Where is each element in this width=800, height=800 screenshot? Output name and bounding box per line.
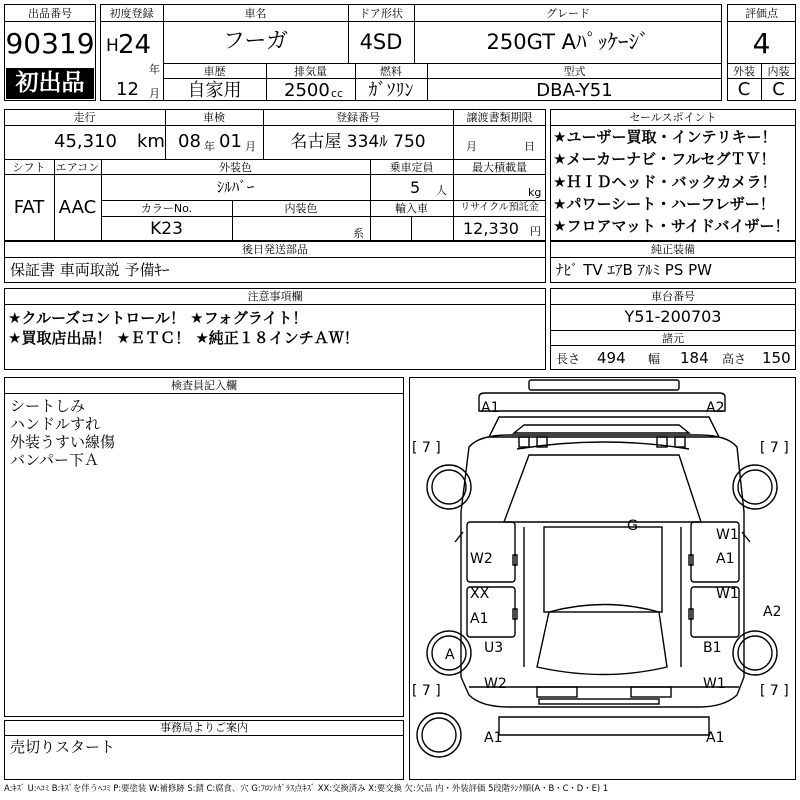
- mileage-unit: km: [137, 131, 165, 152]
- transfer-day: 日: [524, 140, 535, 153]
- ext-label: 外装: [733, 65, 755, 78]
- notes-line: ★買取店出品！ ★ＥＴＣ！ ★純正１８インチＡＷ！: [8, 329, 359, 347]
- grade: 250GT Aﾊﾟｯｹｰｼﾞ: [486, 30, 650, 54]
- mark-bracket-br: [ 7 ]: [760, 683, 789, 699]
- chassis-number: Y51-200703: [624, 307, 722, 326]
- history-label: 車歴: [203, 65, 226, 78]
- divider: [4, 21, 96, 22]
- reg-year-unit: 年: [149, 63, 160, 76]
- divider: [550, 304, 796, 305]
- inspector-note: シートしみ: [10, 397, 86, 415]
- notes-line: ★クルーズコントロール！ ★フォグライト！: [8, 309, 308, 327]
- int-label: 内装: [767, 65, 790, 78]
- car-name-label: 車名: [244, 7, 267, 20]
- divider: [411, 216, 412, 241]
- model-label: 型式: [563, 65, 586, 78]
- capacity: 5: [410, 178, 421, 197]
- sales-points-label: セールスポイント: [629, 111, 717, 124]
- door-label: ドア形状: [359, 7, 403, 20]
- chassis-label: 車台番号: [651, 290, 695, 303]
- mileage-label: 走行: [73, 111, 96, 124]
- grade-label: グレード: [546, 7, 590, 20]
- ac: AAC: [58, 197, 97, 218]
- insp-month-unit: 月: [245, 140, 256, 153]
- mark-roof: G: [627, 518, 638, 534]
- mark-rear-left: A1: [484, 730, 503, 746]
- width: 184: [680, 349, 709, 367]
- int-color-unit: 系: [353, 227, 364, 240]
- ext-color: ｼﾙﾊﾞｰ: [216, 178, 255, 196]
- height: 150: [762, 349, 791, 367]
- inspection-label: 車検: [203, 111, 225, 124]
- length-label: 長さ: [556, 352, 581, 366]
- divider: [4, 174, 546, 175]
- mark-front-left: A1: [481, 400, 500, 416]
- mark-rear-right: A1: [706, 730, 725, 746]
- int-score: C: [772, 79, 785, 100]
- divider: [163, 78, 722, 79]
- divider: [550, 345, 796, 346]
- divider: [100, 21, 722, 22]
- transfer-label: 譲渡書類期限: [466, 111, 533, 124]
- divider: [550, 257, 796, 258]
- insp-year: 08: [178, 131, 201, 152]
- divider: [163, 63, 722, 64]
- inspector-note: 外装うすい線傷: [10, 433, 116, 451]
- sales-point-item: ★フロアマット・サイドバイザー！: [553, 217, 790, 235]
- divider: [4, 257, 546, 258]
- maxload-label: 最大積載量: [472, 161, 527, 174]
- mark-left-a1: A1: [470, 611, 489, 627]
- mark-left-w2b: W2: [484, 676, 507, 692]
- score-label: 評価点: [745, 7, 778, 20]
- inspector-label: 検査員記入欄: [171, 379, 237, 392]
- car-name: フーガ: [223, 29, 288, 54]
- int-color-label: 内装色: [284, 202, 318, 215]
- mark-right-b1: B1: [703, 640, 722, 656]
- color-no-label: カラーNo.: [140, 202, 193, 215]
- sales-point-item: ★ユーザー買取・インテリキー！: [553, 128, 777, 146]
- plate: 名古屋 334ﾙ 750: [290, 132, 426, 152]
- mileage: 45,310: [54, 131, 117, 152]
- width-label: 幅: [648, 352, 661, 366]
- history: 自家用: [187, 80, 242, 101]
- lot-label: 出品番号: [28, 7, 72, 20]
- mark-right-a2: A2: [763, 604, 782, 620]
- import-label: 輸入車: [395, 202, 428, 215]
- divider: [727, 21, 796, 22]
- recycle: 12,330: [463, 219, 519, 238]
- follow-parts-label: 後日発送部品: [242, 243, 308, 256]
- insp-year-unit: 年: [204, 140, 215, 153]
- mark-right-w1c: W1: [703, 676, 726, 692]
- door-type: 4SD: [359, 30, 403, 54]
- length: 494: [597, 349, 626, 367]
- first-listing-text: 初出品: [15, 70, 85, 96]
- mark-right-w1b: W1: [716, 586, 739, 602]
- height-label: 高さ: [722, 352, 747, 366]
- transfer-month: 月: [466, 140, 477, 153]
- plate-label: 登録番号: [336, 111, 380, 124]
- sales-point-item: ★メーカーナビ・フルセグＴＶ！: [553, 150, 776, 168]
- office-label: 事務局よりご案内: [160, 721, 248, 734]
- mark-bracket-tr: [ 7 ]: [760, 440, 789, 456]
- lot-number: 90319: [5, 27, 95, 60]
- recycle-label: リサイクル預託金: [460, 202, 539, 213]
- shift-label: シフト: [12, 161, 46, 174]
- sales-point-item: ★パワーシート・ハーフレザー！: [553, 195, 775, 213]
- score-value: 4: [752, 27, 771, 60]
- mark-left-w2: W2: [470, 551, 493, 567]
- ac-label: エアコン: [55, 161, 100, 174]
- reg-month-unit: 月: [149, 87, 160, 100]
- reg-year: 24: [118, 30, 152, 60]
- divider: [4, 125, 546, 126]
- divider: [4, 735, 404, 736]
- displacement-unit: cc: [331, 87, 344, 100]
- maxload-unit: kg: [528, 186, 542, 199]
- divider: [4, 304, 546, 305]
- divider: [550, 125, 796, 126]
- divider: [101, 200, 546, 201]
- sales-point-item: ★ＨＩＤヘッド・バックカメラ！: [553, 173, 777, 191]
- mark-left-u3: U3: [484, 640, 504, 656]
- reg-label: 初度登録: [109, 7, 154, 20]
- model: DBA-Y51: [536, 80, 613, 101]
- mark-right-a1: A1: [716, 551, 735, 567]
- color-no: K23: [150, 219, 183, 239]
- mark-bracket-tl: [ 7 ]: [412, 440, 441, 456]
- ext-color-label: 外装色: [219, 161, 252, 174]
- legend: A:ｷｽﾞ U:ﾍｺﾐ B:ｷｽﾞを伴うﾍｺﾐ P:要塗装 W:補修跡 S:錆 C:腐食、穴 G:ﾌﾛﾝﾄｶﾞﾗｽ点ｷｽﾞ XX:交換済み X:要交換 欠:欠品 内・外装評価 5段階ﾗﾝｸ順(A・B・C・D・E) 1: [4, 783, 609, 793]
- ext-score: C: [737, 79, 751, 100]
- mark-left-xx: XX: [470, 586, 490, 602]
- capacity-unit: 人: [436, 184, 447, 197]
- mark-left-a: A: [445, 647, 455, 663]
- recycle-unit: 円: [530, 225, 541, 238]
- divider: [4, 159, 546, 160]
- fuel: ｶﾞｿﾘﾝ: [368, 80, 414, 101]
- genuine-label: 純正装備: [651, 243, 695, 256]
- mark-right-w1: W1: [716, 527, 739, 543]
- inspector-note: バンパー下Ａ: [10, 451, 99, 469]
- insp-month: 01: [219, 131, 242, 152]
- capacity-label: 乗車定員: [389, 161, 434, 174]
- divider: [550, 330, 796, 331]
- office-text: 売切りスタート: [10, 738, 116, 756]
- mark-front-right: A2: [706, 400, 725, 416]
- dims-label: 諸元: [662, 332, 684, 345]
- displacement: 2500: [284, 80, 330, 101]
- reg-month: 12: [116, 79, 139, 100]
- displacement-label: 排気量: [294, 65, 327, 78]
- mark-bracket-bl: [ 7 ]: [412, 683, 441, 699]
- divider: [101, 216, 546, 217]
- notes-label: 注意事項欄: [247, 290, 303, 303]
- genuine-equipment: ﾅﾋﾞ TV ｴｱB ｱﾙﾐ PS PW: [556, 261, 712, 279]
- follow-parts: 保証書 車両取説 予備ｷｰ: [10, 261, 170, 279]
- fuel-label: 燃料: [380, 65, 402, 78]
- car-diagram: [409, 377, 796, 780]
- divider: [4, 393, 404, 394]
- shift: FAT: [13, 197, 45, 218]
- reg-era: H: [106, 36, 119, 56]
- inspector-note: ハンドルすれ: [10, 415, 101, 433]
